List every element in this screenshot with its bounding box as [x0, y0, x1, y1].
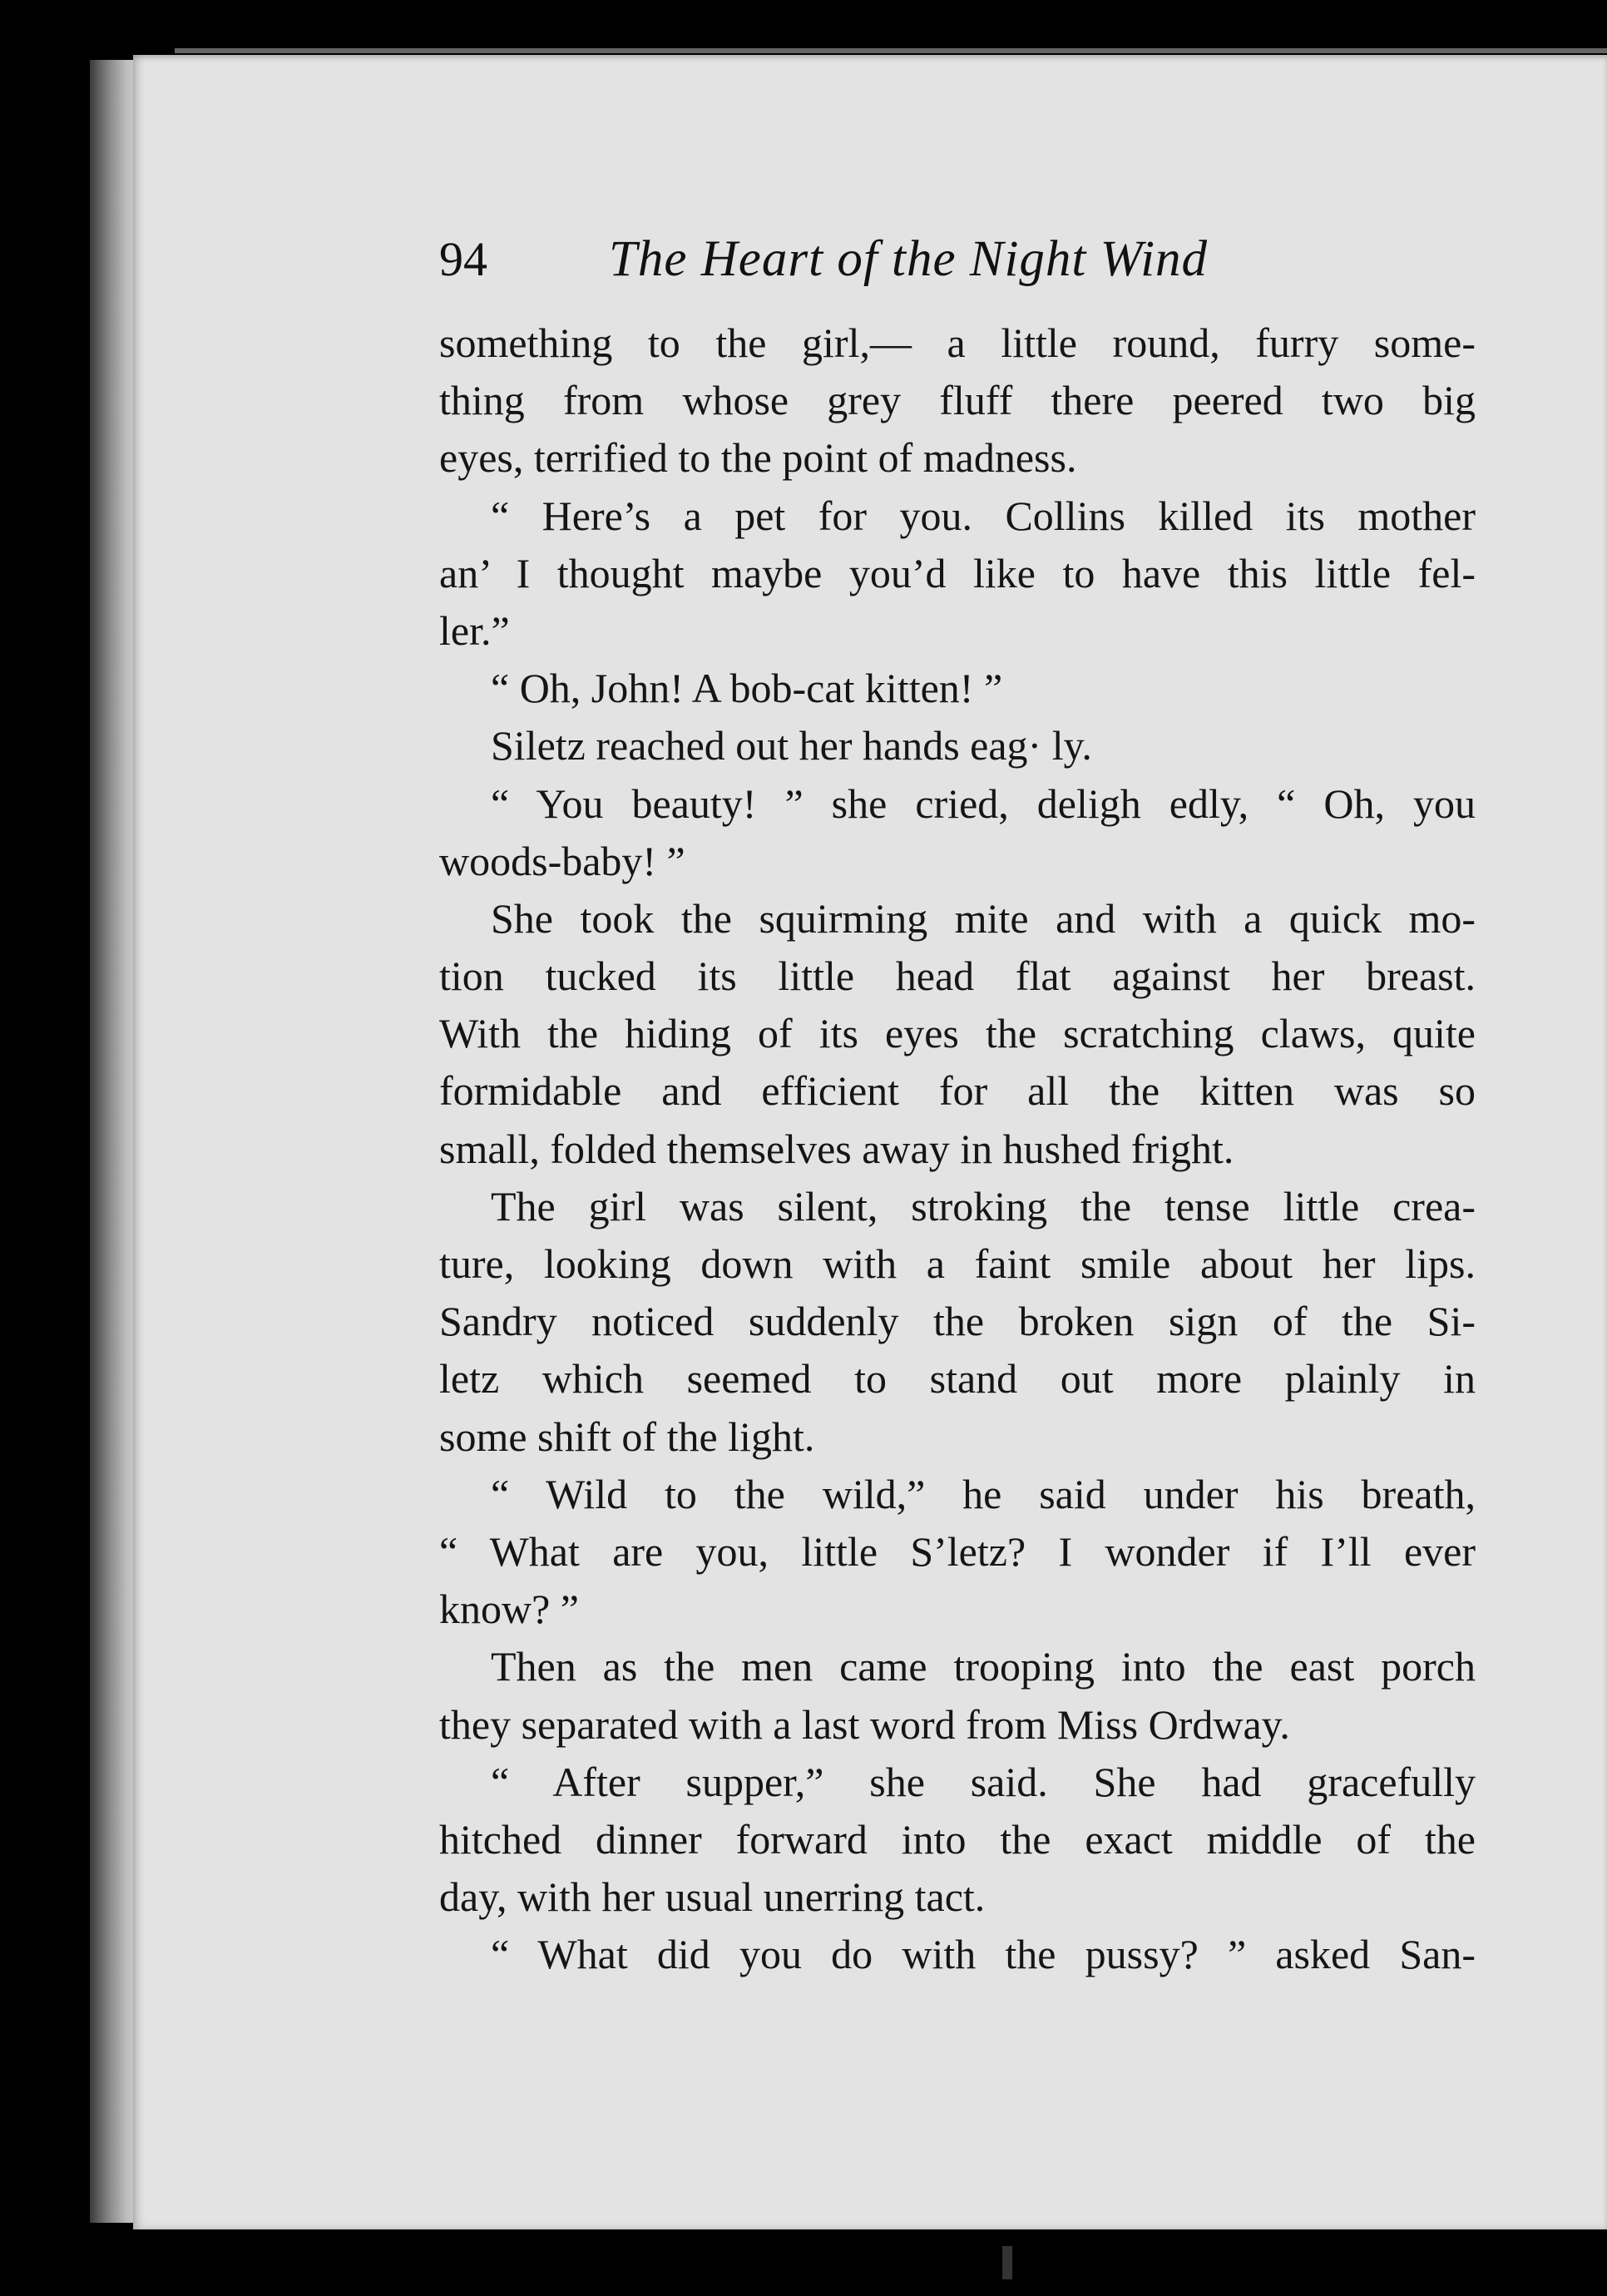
text-line: tion tucked its little head flat against her breast. — [439, 953, 1476, 1000]
text-line: something to the girl,— a little round, furry some- — [439, 319, 1476, 366]
text-line: “ Oh, John! A bob-cat kitten! ” — [491, 665, 1003, 712]
text-line: She took the squirming mite and with a quick mo- — [491, 894, 1476, 942]
text-line: thing from whose grey fluff there peered two big — [439, 377, 1476, 424]
page-top-edge — [175, 48, 1607, 53]
text-line: Siletz reached out her hands eag· ly. — [491, 722, 1092, 769]
text-line: Then as the men came trooping into the east porch — [491, 1643, 1476, 1690]
text-line: woods-baby! ” — [439, 837, 685, 884]
page-number: 94 — [439, 232, 487, 286]
text-line: letz which seemed to stand out more plainly in — [439, 1355, 1476, 1403]
text-line: The girl was silent, stroking the tense little crea- — [491, 1182, 1476, 1230]
running-title: The Heart of the Night Wind — [609, 231, 1209, 287]
text-line: “ What are you, little S’letz? I wonder if I’ll ever — [439, 1527, 1476, 1575]
text-line: ture, looking down with a faint smile about her lips. — [439, 1240, 1476, 1287]
scan-artifact — [1002, 2246, 1012, 2279]
text-line: ler.” — [439, 606, 510, 654]
text-line: day, with her usual unerring tact. — [439, 1873, 986, 1921]
text-line: “ After supper,” she said. She had gracefully — [491, 1758, 1476, 1805]
text-line: know? ” — [439, 1586, 579, 1633]
text-line: With the hiding of its eyes the scratching claws, quite — [439, 1010, 1476, 1057]
text-line: “ You beauty! ” she cried, deligh edly, “ Oh, you — [491, 779, 1476, 827]
text-line: hitched dinner forward into the exact middle of the — [439, 1815, 1476, 1863]
text-line: some shift of the light. — [439, 1413, 815, 1460]
text-line: eyes, terrified to the point of madness. — [439, 434, 1077, 482]
text-line: “ Wild to the wild,” he said under his breath, — [491, 1470, 1476, 1517]
text-line: formidable and efficient for all the kitten was so — [439, 1067, 1476, 1115]
body-text — [439, 314, 1476, 1983]
text-line: they separated with a last word from Miss Ordway. — [439, 1700, 1290, 1748]
text-line: small, folded themselves away in hushed fright. — [439, 1125, 1234, 1172]
text-line: an’ I thought maybe you’d like to have this little fel- — [439, 549, 1476, 596]
page-header — [439, 226, 1587, 293]
text-line: “ Here’s a pet for you. Collins killed its mother — [491, 492, 1476, 539]
text-line: Sandry noticed suddenly the broken sign of the Si- — [439, 1298, 1476, 1345]
text-line: “ What did you do with the pussy? ” asked San- — [491, 1931, 1476, 1978]
